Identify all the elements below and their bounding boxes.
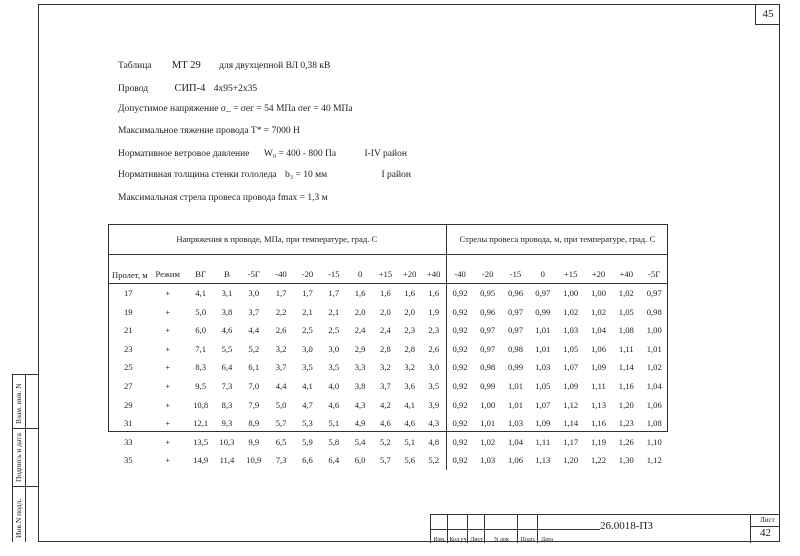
stress-cell: 1,6 [354,288,366,298]
stress-cell: 5,2 [248,343,260,354]
sag-temp-header: -5Г [641,255,669,284]
title-block-col-label: Кол.уч [449,537,467,543]
stress-cell: 1,6 [380,288,391,298]
sag-cell: 1,16 [590,418,607,429]
sag-cell: 0,92 [452,288,468,298]
stress-cell: 11,4 [219,455,235,466]
sag-cell: 0,98 [507,343,524,354]
table-label: Таблица [118,61,152,71]
sag-cell: 0,97 [507,325,524,336]
stress-cell: 6,1 [248,362,260,373]
stress-cell: 3,0 [248,288,260,298]
sag-cell: 0,92 [452,325,468,336]
table-row [108,340,668,359]
spec-table-line [118,60,330,71]
sag-tension-table [108,224,668,470]
stress-temp-header: -20 [294,255,320,284]
sag-temp-header: +40 [612,255,640,284]
sag-cell: 1,03 [563,325,579,336]
sag-cell: 1,09 [563,380,579,391]
stress-cell: 5,2 [380,436,391,447]
sheet-number: 42 [760,527,771,539]
sag-group-header: Стрелы провеса провода, м, при температуре, град. С [446,224,668,255]
spec-tension-line: Максимальное тяжение провода Т* = 7000 Н [118,126,300,136]
mode-cell: + [165,306,171,317]
mode-cell: + [165,418,171,429]
mode-cell: + [165,399,171,410]
stress-cell: 4,3 [354,399,366,410]
span-cell: 27 [123,380,133,391]
sag-cell: 1,01 [507,380,524,391]
stress-cell: 3,7 [380,380,391,391]
table-row [108,414,668,433]
sag-cell: 0,92 [452,436,468,447]
stress-cell: 2,8 [404,343,416,354]
table-row [108,303,668,322]
stress-cell: 10,8 [193,399,209,410]
stress-cell: 6,4 [221,362,233,373]
table-row [108,377,668,396]
stress-cell: 10,9 [246,455,262,466]
table-row [108,451,668,470]
stress-cell: 13,5 [193,436,209,447]
title-block-col-label: Дата [541,537,553,543]
stress-cell: 9,3 [221,418,233,429]
sag-cell: 1,01 [646,343,662,354]
span-header: Пролет, м [108,255,149,284]
document-code: 26.0018-ПЗ [600,520,653,532]
table-desc: для двухцепной ВЛ 0,38 кВ [219,61,331,71]
stress-cell: 3,2 [404,362,416,373]
sag-cell: 1,20 [618,399,634,410]
sag-cell: 1,07 [563,362,579,373]
sag-cell: 0,97 [646,288,662,298]
table-body [108,284,668,470]
stress-cell: 9,5 [195,380,206,391]
sag-cell: 1,01 [480,418,496,429]
sag-cell: 1,09 [590,362,607,373]
stress-cell: 1,7 [328,288,340,298]
stress-cell: 4,1 [404,399,416,410]
sag-temp-header: +20 [585,255,612,284]
stress-cell: 3,0 [422,358,446,377]
sag-cell: 1,02 [618,288,634,298]
sag-cell: 1,01 [535,325,551,336]
stress-cell: 3,6 [404,380,416,391]
stress-cell: 8,3 [221,399,233,410]
sag-cell: 0,92 [452,399,468,410]
stress-cell: 2,0 [404,306,416,317]
sag-cell: 1,04 [646,380,662,391]
sag-cell: 0,96 [507,288,524,298]
sag-cell: 1,08 [618,325,634,336]
sag-cell: 1,03 [507,418,524,429]
sag-cell: 0,97 [480,343,496,354]
wire-type: СИП-4 [174,83,206,94]
stress-cell: 6,4 [328,455,340,466]
stress-cell: 3,3 [354,362,366,373]
stamp-sign-date-label: Подпись и дата [14,433,23,482]
stress-cell: 4,8 [422,433,446,452]
sag-cell: 0,98 [646,306,662,317]
sag-cell: 1,05 [618,306,634,317]
sag-cell: 1,17 [563,436,579,447]
stress-temp-header: +20 [398,255,422,284]
stress-temp-header: -5Г [240,255,268,284]
sag-cell: 1,11 [618,343,634,354]
stress-cell: 2,4 [380,325,391,336]
stress-cell: 5,1 [404,436,416,447]
wire-label: Провод [118,84,149,94]
stress-cell: 5,1 [328,418,340,429]
stress-cell: 3,0 [302,343,313,354]
stress-cell: 2,6 [275,325,287,336]
stress-cell: 3,5 [422,377,446,396]
title-block-col-label: N док [494,537,509,543]
sag-cell: 1,03 [480,455,496,466]
stress-cell: 3,8 [354,380,366,391]
stress-cell: 9,9 [248,436,260,447]
sag-cell: 1,06 [507,455,524,466]
sag-cell: 1,13 [590,399,607,410]
sag-cell: 1,02 [563,306,579,317]
stress-cell: 5,0 [275,399,287,410]
sag-cell: 0,97 [480,325,496,336]
sag-cell: 1,02 [646,362,662,373]
sag-cell: 0,92 [452,306,468,317]
sag-cell: 0,96 [480,306,496,317]
span-cell: 31 [123,418,133,429]
stress-cell: 3,2 [275,343,287,354]
sag-cell: 1,11 [591,380,606,391]
stamp-replace-inv [12,374,38,428]
stress-cell: 3,2 [380,362,391,373]
stamp-inv-original-label: Инв.N подл. [14,498,23,538]
stress-group-header: Напряжения в проводе, МПа, при температуре, град. С [108,224,446,255]
sag-cell: 1,01 [507,399,524,410]
stress-cell: 7,0 [248,380,260,391]
sag-cell: 0,97 [507,306,524,317]
mode-cell: + [165,288,171,298]
stress-cell: 4,6 [404,418,416,429]
sag-cell: 1,06 [646,399,662,410]
table-code: МТ 29 [171,60,201,71]
span-cell: 17 [123,288,133,298]
stress-cell: 4,3 [422,414,446,433]
wind-value: W₀ = 400 - 800 Па [263,149,337,159]
sag-cell: 1,08 [646,418,662,429]
sag-cell: 1,09 [535,418,551,429]
sag-temp-header: +15 [556,255,584,284]
stress-cell: 3,8 [221,306,233,317]
top-page-number: 45 [755,4,780,25]
stress-cell: 5,8 [328,436,340,447]
sag-cell: 1,30 [618,455,634,466]
stress-cell: 5,5 [221,343,233,354]
stress-cell: 2,3 [422,321,446,340]
mode-cell: + [165,455,171,466]
title-block-col-label: Изм. [433,537,446,543]
table-row [108,321,668,340]
stress-cell: 4,4 [248,325,260,336]
table-row [108,396,668,415]
sag-cell: 1,02 [590,306,607,317]
sag-cell: 1,12 [563,399,579,410]
sag-cell: 0,99 [480,380,496,391]
sag-cell: 1,00 [646,325,662,336]
stress-cell: 2,5 [302,325,313,336]
stress-temp-header: ВГ [187,255,214,284]
temperature-header-row [108,255,668,284]
stress-cell: 7,9 [248,399,260,410]
sag-cell: 1,19 [590,436,607,447]
stress-cell: 5,2 [422,451,446,470]
ice-region: I район [381,170,411,180]
sag-cell: 1,22 [590,455,607,466]
stress-cell: 1,6 [404,288,416,298]
stress-cell: 3,1 [221,288,233,298]
title-block-col [447,515,467,543]
stress-cell: 4,6 [328,399,340,410]
title-block-col [467,515,484,543]
ice-label: Нормативная толщина стенки гололеда [118,170,277,180]
table-row [108,358,668,377]
stress-temp-header: 0 [347,255,373,284]
stress-cell: 10,3 [219,436,235,447]
group-header-row [108,224,668,255]
sag-cell: 0,92 [452,455,468,466]
sag-cell: 0,98 [480,362,496,373]
sag-cell: 0,92 [452,362,468,373]
sag-cell: 1,02 [480,436,496,447]
stress-cell: 6,6 [302,455,313,466]
sag-cell: 1,12 [646,455,662,466]
stress-cell: 4,2 [380,399,391,410]
sag-cell: 1,07 [535,399,551,410]
stress-cell: 2,5 [328,325,340,336]
span-cell: 29 [123,399,133,410]
wind-label: Нормативное ветровое давление [118,149,250,159]
wind-region: I-IV район [364,149,407,159]
stress-cell: 2,1 [302,306,313,317]
stress-cell: 3,5 [302,362,313,373]
stress-cell: 3,5 [328,362,340,373]
mode-cell: + [165,380,171,391]
stress-temp-header: -15 [321,255,347,284]
stress-cell: 4,6 [221,325,233,336]
title-block-col [484,515,517,543]
stress-cell: 2,6 [422,340,446,359]
sag-cell: 1,26 [618,436,634,447]
sag-cell: 1,13 [535,455,551,466]
sag-cell: 1,20 [563,455,579,466]
sag-cell: 0,97 [535,288,551,298]
stress-cell: 1,9 [422,303,446,322]
stress-cell: 2,8 [380,343,391,354]
span-cell: 19 [123,306,133,317]
stress-cell: 4,6 [380,418,391,429]
stress-cell: 1,7 [302,288,313,298]
sag-temp-header: 0 [529,255,556,284]
stress-temp-header: В [214,255,239,284]
stamp-inv-original [12,486,38,542]
span-cell: 35 [123,455,133,466]
stress-cell: 7,3 [221,380,233,391]
wire-section: 4х95+2х35 [213,84,258,94]
sag-cell: 0,99 [507,362,524,373]
sag-cell: 1,00 [563,288,579,298]
stress-temp-header: -40 [268,255,294,284]
sag-temp-header: -40 [446,255,473,284]
stress-cell: 3,7 [248,306,260,317]
spec-ice-line [118,170,411,180]
title-block-col [430,515,447,543]
spec-wire-line [118,83,257,94]
sag-cell: 0,92 [452,418,468,429]
span-cell: 23 [123,343,133,354]
stress-cell: 4,9 [354,418,366,429]
mode-cell: + [165,362,171,373]
span-cell: 21 [123,325,133,336]
stress-cell: 4,4 [275,380,287,391]
mode-cell: + [165,436,171,447]
title-block-col-label: Подп. [520,537,536,543]
table-row [108,284,668,303]
stress-cell: 4,7 [302,399,313,410]
spec-wind-line [118,149,407,159]
sag-cell: 0,92 [452,380,468,391]
stress-cell: 3,9 [422,396,446,415]
sag-cell: 0,95 [480,288,496,298]
stress-cell: 4,0 [328,380,340,391]
stress-cell: 2,4 [354,325,366,336]
stress-cell: 1,7 [275,288,287,298]
sheet-label: Лист [760,516,775,524]
sag-cell: 1,04 [507,436,524,447]
stress-cell: 1,6 [422,284,446,303]
sag-cell: 0,99 [535,306,551,317]
stress-cell: 5,7 [380,455,391,466]
stress-cell: 6,0 [195,325,206,336]
stress-cell: 14,9 [193,455,209,466]
stress-cell: 3,0 [328,343,340,354]
sag-cell: 1,06 [590,343,607,354]
stamp-sign-date [12,428,38,486]
stress-cell: 2,2 [275,306,287,317]
stress-temp-header: +15 [373,255,397,284]
sag-cell: 1,16 [618,380,634,391]
ice-value: b₃ = 10 мм [285,170,328,180]
stress-cell: 7,1 [195,343,206,354]
span-cell: 25 [123,362,133,373]
sag-cell: 1,23 [618,418,634,429]
sag-cell: 1,05 [563,343,579,354]
stress-cell: 5,6 [404,455,416,466]
stress-cell: 7,3 [275,455,287,466]
spec-stress-line: Допустимое напряжение σ_ = σег = 54 МПа σег = 40 МПа [118,104,353,114]
stress-cell: 2,9 [354,343,366,354]
stress-cell: 5,0 [195,306,206,317]
table-row [108,433,668,452]
stress-cell: 5,4 [354,436,366,447]
sag-cell: 1,00 [480,399,496,410]
sag-cell: 1,03 [535,362,551,373]
stress-cell: 2,0 [380,306,391,317]
span-cell: 33 [123,436,133,447]
sag-cell: 1,14 [563,418,579,429]
stress-cell: 4,1 [195,288,206,298]
sag-cell: 0,92 [452,343,468,354]
sag-cell: 1,05 [535,380,551,391]
stamp-replace-inv-label: Взам. инв. N [14,383,23,424]
title-block-col [537,515,555,543]
stress-cell: 2,1 [328,306,340,317]
sag-cell: 1,14 [618,362,634,373]
sag-cell: 1,10 [646,436,662,447]
stress-temp-header: +40 [422,255,446,284]
stress-cell: 2,3 [404,325,416,336]
stress-cell: 3,7 [275,362,287,373]
stress-cell: 8,3 [195,362,206,373]
title-block-col-label: Лист [470,537,483,543]
left-stamp-column [12,374,38,542]
spec-sag-line: Максимальная стрела провеса провода fmax = 1,3 м [118,193,328,203]
sag-temp-header: -15 [502,255,529,284]
mode-cell: + [165,325,171,336]
stress-cell: 5,7 [275,418,287,429]
sag-cell: 1,11 [535,436,551,447]
stress-cell: 4,1 [302,380,313,391]
stress-cell: 5,9 [302,436,313,447]
stress-cell: 6,0 [354,455,366,466]
mode-header: Режим [149,255,187,284]
stress-cell: 8,9 [248,418,260,429]
sag-temp-header: -20 [473,255,501,284]
sag-cell: 1,01 [535,343,551,354]
title-block-col [517,515,537,543]
stress-cell: 2,0 [354,306,366,317]
sag-cell: 1,04 [590,325,607,336]
stress-cell: 5,3 [302,418,313,429]
stress-cell: 12,1 [193,418,209,429]
sag-cell: 1,00 [590,288,607,298]
stress-cell: 6,5 [275,436,287,447]
mode-cell: + [165,343,171,354]
